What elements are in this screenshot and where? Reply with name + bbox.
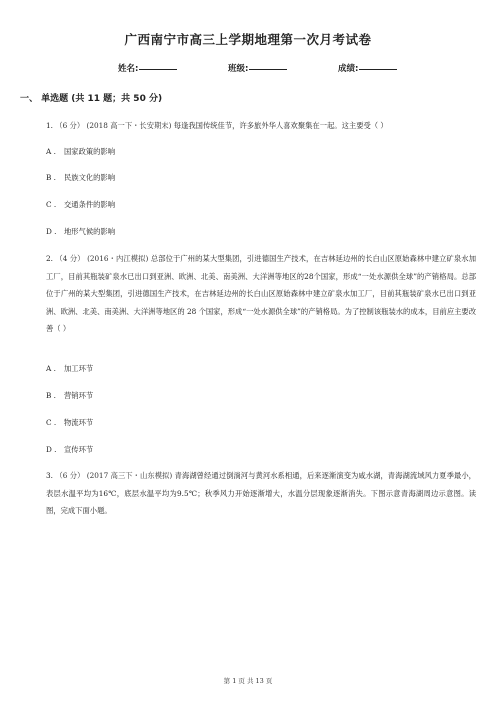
option-letter: A . bbox=[46, 364, 56, 373]
score-field[interactable] bbox=[338, 62, 397, 74]
page-footer: 第 1 页 共 13 页 bbox=[223, 677, 273, 685]
option-text: 物流环节 bbox=[64, 418, 94, 427]
question-source: (2017 高三下・山东模拟) bbox=[86, 471, 173, 480]
question-points: （4 分） bbox=[55, 254, 85, 263]
option-1a[interactable] bbox=[46, 147, 115, 157]
option-text: 营销环节 bbox=[64, 391, 94, 400]
question-points: （6 分） bbox=[55, 471, 85, 480]
option-2c[interactable] bbox=[46, 418, 93, 428]
question-1 bbox=[46, 117, 476, 135]
option-text: 加工环节 bbox=[64, 364, 94, 373]
option-letter: C . bbox=[46, 200, 57, 209]
section-heading: 一、 单选题 (共 11 题；共 50 分) bbox=[20, 94, 163, 104]
question-number: 1. bbox=[46, 121, 53, 130]
question-stem: 每逢我国传统佳节，许多旅外华人喜欢聚集在一起。这主要受（ ） bbox=[173, 121, 388, 130]
option-letter: B . bbox=[46, 391, 57, 400]
name-field[interactable] bbox=[118, 62, 177, 74]
question-3 bbox=[46, 467, 476, 520]
question-source: (2016・内江模拟) bbox=[87, 254, 149, 263]
question-number: 3. bbox=[46, 471, 53, 480]
class-blank[interactable] bbox=[249, 69, 287, 70]
name-label: 姓名: bbox=[118, 64, 139, 74]
option-letter: D . bbox=[46, 227, 57, 236]
option-letter: A . bbox=[46, 147, 56, 156]
question-points: （6 分） bbox=[55, 121, 85, 130]
option-text: 宣传环节 bbox=[64, 445, 94, 454]
question-number: 2. bbox=[46, 254, 53, 263]
option-letter: D . bbox=[46, 445, 57, 454]
option-text: 国家政策的影响 bbox=[64, 147, 116, 156]
option-1b[interactable] bbox=[46, 173, 115, 183]
option-text: 交通条件的影响 bbox=[64, 200, 116, 209]
option-2a[interactable] bbox=[46, 364, 93, 374]
option-1c[interactable] bbox=[46, 200, 115, 210]
question-stem: 总部位于广州的某大型集团，引进德国生产技术，在吉林延边州的长白山区原始森林中建立矿泉水加工厂，目前其瓶装矿泉水已出口到亚洲、欧洲、北美、南美洲、大洋洲等地区的28个国家，形成“一处水源供全球”的产销格局。总部位于广州的某大型集团，引进德国生产技术，在吉林延边州的长白山区原始森林中建立矿泉水加工厂，目前其瓶装矿泉水已出口到亚洲、欧洲、北美、南美洲、大洋洲等地区的 28 个国家，形成“一处水源供全球”的产销格局。为了控制该瓶装水的成本，目前应主要改善（ ） bbox=[46, 254, 477, 333]
option-text: 地形气候的影响 bbox=[64, 227, 116, 236]
option-2d[interactable] bbox=[46, 445, 93, 455]
question-stem: 青海湖曾经通过倒淌河与黄河水系相通，后来逐渐演变为咸水湖，青海湖流域风力夏季最小，表层水温平均为16℃，底层水温平均为9.5℃；秋季风力开始逐渐增大，水温分层现象逐渐消失。下图示意青海湖周边示意图。读图，完成下面小题。 bbox=[46, 471, 476, 515]
question-source: (2018 高一下・长安期末) bbox=[86, 121, 172, 130]
option-2b[interactable] bbox=[46, 391, 93, 401]
class-label: 班级: bbox=[228, 64, 249, 74]
class-field[interactable] bbox=[228, 62, 287, 74]
option-text: 民族文化的影响 bbox=[64, 173, 116, 182]
option-letter: C . bbox=[46, 418, 57, 427]
name-blank[interactable] bbox=[139, 69, 177, 70]
question-2 bbox=[46, 250, 476, 338]
score-label: 成绩: bbox=[338, 64, 359, 74]
option-1d[interactable] bbox=[46, 227, 115, 237]
option-letter: B . bbox=[46, 173, 57, 182]
page-title: 广西南宁市高三上学期地理第一次月考试卷 bbox=[124, 32, 372, 47]
score-blank[interactable] bbox=[359, 69, 397, 70]
